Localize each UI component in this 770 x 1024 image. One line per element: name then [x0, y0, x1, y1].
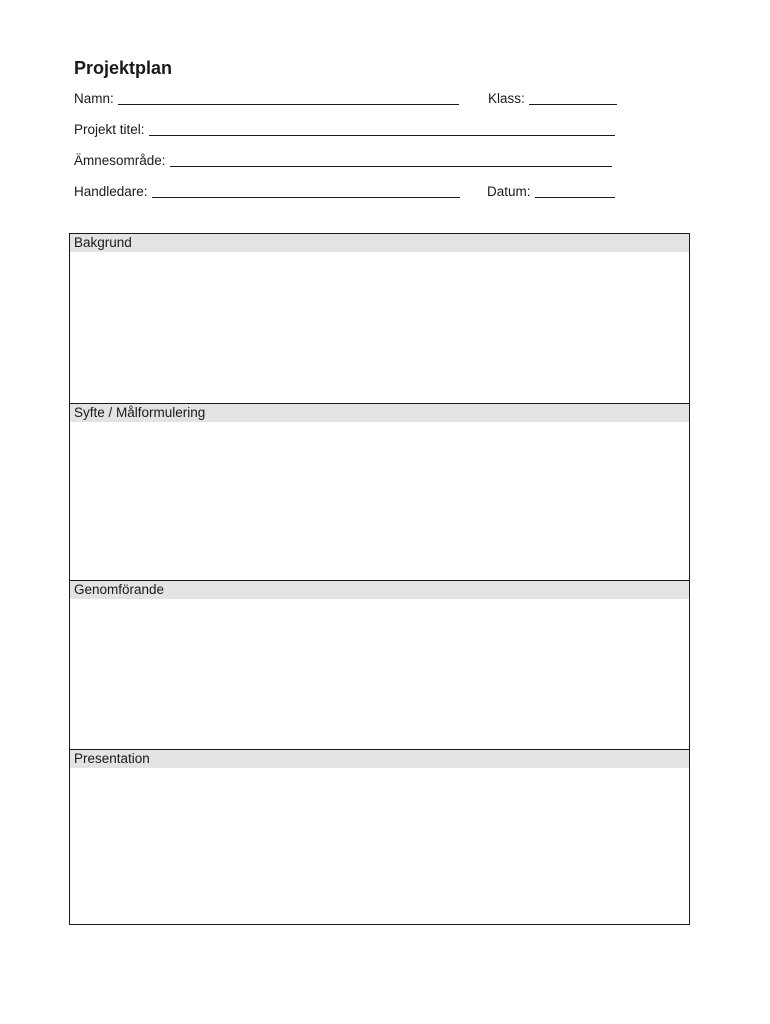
supervisor-date-row: [74, 183, 634, 203]
name-field[interactable]: [74, 90, 459, 108]
section-text-area[interactable]: [70, 599, 689, 749]
section-text-area[interactable]: [70, 252, 689, 402]
section-header: Presentation: [70, 750, 689, 768]
subject-area-row: [74, 152, 634, 172]
section-implementation: [70, 580, 689, 749]
project-title-input-line[interactable]: [149, 134, 615, 136]
section-header: Syfte / Målformulering: [70, 404, 689, 422]
project-title-field[interactable]: [74, 121, 615, 139]
date-field[interactable]: [487, 183, 615, 201]
page-title: Projektplan: [74, 58, 173, 78]
section-header: Bakgrund: [70, 234, 689, 252]
date-label: Datum:: [487, 184, 531, 199]
class-field[interactable]: [488, 90, 617, 108]
subject-area-field[interactable]: [74, 152, 612, 170]
sections-box: [69, 233, 690, 925]
subject-area-label: Ämnesområde:: [74, 153, 166, 168]
section-text-area[interactable]: [70, 768, 689, 924]
name-class-row: [74, 90, 634, 110]
section-purpose: [70, 403, 689, 580]
project-title-label: Projekt titel:: [74, 122, 145, 137]
section-text-area[interactable]: [70, 422, 689, 580]
name-label: Namn:: [74, 91, 114, 106]
subject-area-input-line[interactable]: [170, 165, 612, 167]
section-presentation: [70, 749, 689, 924]
date-input-line[interactable]: [535, 196, 615, 198]
class-input-line[interactable]: [529, 103, 617, 105]
section-header: Genomförande: [70, 581, 689, 599]
name-input-line[interactable]: [118, 103, 459, 105]
supervisor-field[interactable]: [74, 183, 460, 201]
project-title-row: [74, 121, 634, 141]
class-label: Klass:: [488, 91, 525, 106]
section-background: [70, 234, 689, 403]
supervisor-label: Handledare:: [74, 184, 148, 199]
supervisor-input-line[interactable]: [152, 196, 460, 198]
